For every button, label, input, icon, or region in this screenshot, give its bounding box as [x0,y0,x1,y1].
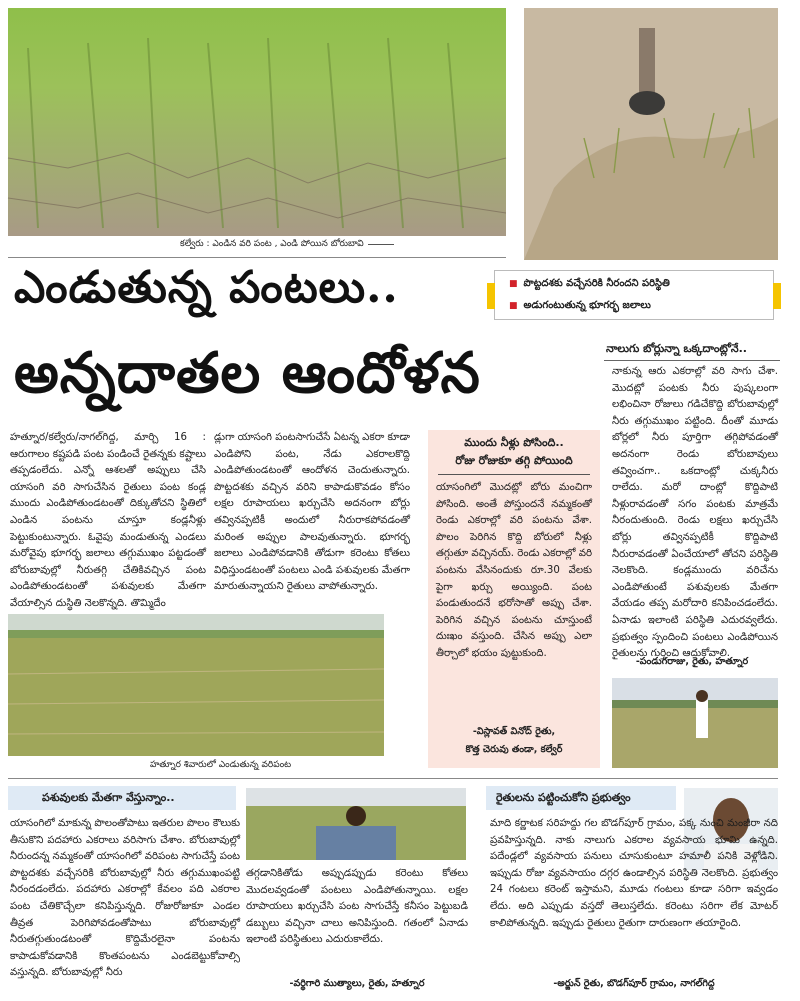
photo-dry-borewell [524,8,778,260]
testimonial-box-mid [428,430,600,768]
photo-drying-paddy [8,614,384,756]
bottom-right-sig: -అర్జున్ రైతు, బొడగ్‌పూర్ గ్రామం, నాగల్‌గిద్ద [553,978,715,989]
photo-farmer-pandugaraju [612,678,778,768]
subhead-accent-left [487,283,495,309]
testimonial-mid-title2: రోజు రోజుకూ తగ్గి పోయింది [455,454,573,467]
photo-caption-mid: హత్నూర శివారులో ఎండుతున్న వరిపంట [150,760,292,770]
subhead-1: ■ పొట్టదశకు వచ్చేసరికి నీరందని పరిస్థితి [509,278,670,289]
bullet-icon: ■ [509,279,518,289]
main-article-col1: హత్నూర/కల్వేరు/నాగల్‌గిద్ద, మార్చి 16 : ఆరుగాలం కష్టపడి పంట పండించే రైతన్నకు కష్టాలు తప్పడంలేదు. ఎన్నో ఆశలతో అప్పులు చేసి యాసంగి వరి సాగుచేసిన రైతులు పంట కండ్ల ముందు ఎండిపోతుండటంతో దిక్కుతోచని స్థితిలో ఎండిన పంటను చూస్తూ కండ్లనీళ్లు పెట్టుకుంటున్నారు. ఓవైపు మండుతున్న ఎండలు మరోవైపు భూగర్భ జలాలు తగ్గుముఖం పట్టడంతో బోరుబావుల్లో నీరుతగ్గి చేతికివచ్చిన పంట ఎండిపోతుండటంతో పశువులకు మేతగా వేయాల్సిన దుస్థితి నెలకొన్నది. తొమ్మిదేం [10,432,206,609]
testimonial-right-body: నాకున్న ఆరు ఎకరాల్లో వరి సాగు చేశా. మొదట్లో పంటకు నీరు పుష్కలంగా లభించినా రోజులు గడిచేకొద్ది బోరుబావుల్లో నీరు తగ్గుముఖం పట్టింది. దీంతో మూడు బోర్లలో నీరు పూర్తిగా తగ్గిపోవడంతో అదనంగా రెండు బోరుబావులు తవ్వించగా.. ఒకదాంట్లో చుక్కనీరు రాలేదు. మరో దాంట్లో కొద్దిపాటి నీళ్లురావడంతో సగం పంటకు మాత్రమే నీరందుతుంది. రెండు లక్షలు ఖర్చుచేసి బోర్లు తవ్వినప్పటికీ కొద్దిపాటి నీరురావడంతో ఏంచేయాలో తోచని పరిస్థితి నెలకొంది. కండ్లముందు వరిచేను ఎండిపోతుంటే పశువులకు మేతగా వేయడం తప్ప మరోదారి కనిపించడంలేదు. ఏనాడు ఇలాంటి పరిస్థితి ఎదురవ్వలేదు. ప్రభుత్వం స్పందించి పంటలు ఎండిపోయిన రైతులను గుర్తించి ఆదుకోవాలి. [612,366,778,660]
bottom-left-cont: తగ్గడానికితోడు అప్పుడప్పుడు కరెంటు కోతలు మొదలవ్వడంతో పంటలు ఎండిపోతున్నాయి. లక్షల రూపాయలు ఖర్చుచేసి పంట సాగుచేస్తే కనీసం పెట్టుబడి డబ్బులు వచ్చినా చాలు అనిపిస్తుంది. గతంలో ఏనాడు ఇలాంటి పరిస్థితులు ఎదురుకాలేదు. [246,868,468,946]
bottom-left-sig: -వర్థిగారి ముత్యాలు, రైతు, హత్నూర [289,978,425,989]
headline-line1: ఎండుతున్న పంటలు.. [14,262,399,313]
bottom-rule [8,778,778,779]
bottom-left-title-bar [8,786,236,810]
caption-rule [8,257,506,258]
testimonial-right-sig: -పండుగరాజు, రైతు, హత్నూర [635,656,749,667]
headline-line2: అన్నదాతల ఆందోళన [14,340,481,406]
bottom-right-body: మాది కర్ణాటక సరిహద్దు గల బొడగ్‌పూర్ గ్రామం, పక్క నుంచి మంజీరా నది ప్రవహిస్తున్నది. నాకు నాలుగు ఎకరాల వ్యవసాయ భూమి ఉన్నది. పదేండ్లలో వ్యవసాయ పనులు చూసుకుంటూ హమాలీ పనికి వెళ్లోడిని. ఇప్పుడు రోజు వ్యవసాయం దగ్గర ఉండాల్సిన పరిస్థితి నెలకొంది. ప్రభుత్వం 24 గంటలు కరెంట్ ఇస్తామని, మూడు గంటలు కూడా సరిగా ఇవ్వడం లేదు. అది ఎప్పుడు వస్తదో తెలుస్తలేదు. కరెంటు సరిగా లేక మోటర్ కాలిపోతున్నది. ఇప్పుడు రైతులు రైతుగా దారుణంగా తయారైంది. [490,818,778,929]
bottom-left-title: పశువులకు మేతగా వేస్తున్నాం.. [42,791,175,804]
testimonial-mid-title1: ముందు నీళ్లు పోసింది.. [464,436,564,449]
subhead-2: ■ అడుగంటుతున్న భూగర్భ జలాలు [509,300,651,311]
photo-caption-top: కల్వేరు : ఎండిన వరి పంట , ఎండి పోయిన బోరుబావి [180,239,364,249]
subhead-accent-right [773,283,781,309]
testimonial-right-rule [604,360,780,361]
bottom-left-body: యాసంగిలో మాకున్న పొలంతోపాటు ఇతరుల పొలం కౌలుకు తీసుకొని పదహారు ఎకరాలు వరిసాగు చేశాం. బోరుబావుల్లో నీరుందన్న నమ్మకంతో యాసంగిలో వరిపంట సాగుచేస్తే పంట పొట్టదశకు వచ్చేసరికి బోరుబావుల్లో నీరు తగ్గుముఖంపట్టి నీరందడంలేదు. పదహారు ఎకరాల్లో కేవలం పది ఎకరాల పంట చేతికొచ్చేలా కనిపిస్తున్నది. రోజురోజుకూ ఎండల తీవ్రత పెరిగిపోవడంతోపాటు బోరుబావుల్లో నీరుతగ్గుతుండటంతో కొద్దిమేరలైనా పంటను కాపాడుకోవడానికి కొంతపంటను ఎండబెట్టుకోవాల్సి వస్తున్నది. బోరుబావుల్లో నీరు [10,818,241,979]
testimonial-mid-divider [438,474,590,475]
main-article-col2: డ్లుగా యాసంగి పంటసాగుచేసే ఏటన్న ఎకరా కూడా ఎండిపోని పంట, నేడు ఎకరాలకొద్ది ఎండిపోతుండటంతో ఆందోళన చెందుతున్నారు. పొట్టదశకు వచ్చిన వరిని కాపాడుకొవడం కోసం లక్షల రూపాయలు ఖర్చుచేసి అదనంగా బోర్లు తవ్వినప్పటికీ అందులో నీరురాకపోవడంతో మరింత అప్పుల పాలవుతున్నారు. భూగర్భ జలాలు ఎండిపోవడానికి తోడుగా కరెంటు కోతలు విధిస్తుండటంతో పంటలు ఎండి పశువులకు మేతగా మారుతున్నాయని రైతులు వాపోతున్నారు. [214,432,410,593]
bottom-right-title: రైతులను పట్టించుకోని ప్రభుత్వం [496,791,631,804]
subhead-box [494,270,774,320]
testimonial-mid-sig1: -విస్లావత్ వినోద్ రైతు, [472,726,556,737]
caption-arrow [368,244,394,245]
photo-cracked-field [8,8,506,236]
photo-farmer-mutyalu [246,788,466,860]
bottom-right-title-bar [486,786,676,810]
bullet-icon: ■ [509,301,518,311]
testimonial-mid-body: యాసంగిలో మొదట్లో బోరు మంచిగా పోసింది. అంతే పోస్తుందనే నమ్మకంతో రెండు ఎకరాల్లో వరి పంటను వేశా. పొలం పెరిగిన కొద్ది బోరులో నీళ్లు తగ్గుతూ వచ్చినయ్. రెండు ఎకరాల్లో వరి పంటను వేసినందుకు రూ.30 వేలకు పైగా ఖర్చు అయ్యింది. పంట పండుతుందనే భరోసాతో అప్పు చేశా. పెరిగిన వచ్చిన పంటను చూస్తుంటే దుఃఖం వస్తుంది. చేసిన అప్పు ఎలా తీర్చాలో భయం పుట్టుకుంది. [436,482,592,659]
testimonial-right-title: నాలుగు బోర్లున్నా ఒక్కదాంట్లోనే.. [606,342,747,355]
testimonial-mid-sig2: కొత్త చెరువు తండా, కల్వేర్ [465,744,563,755]
